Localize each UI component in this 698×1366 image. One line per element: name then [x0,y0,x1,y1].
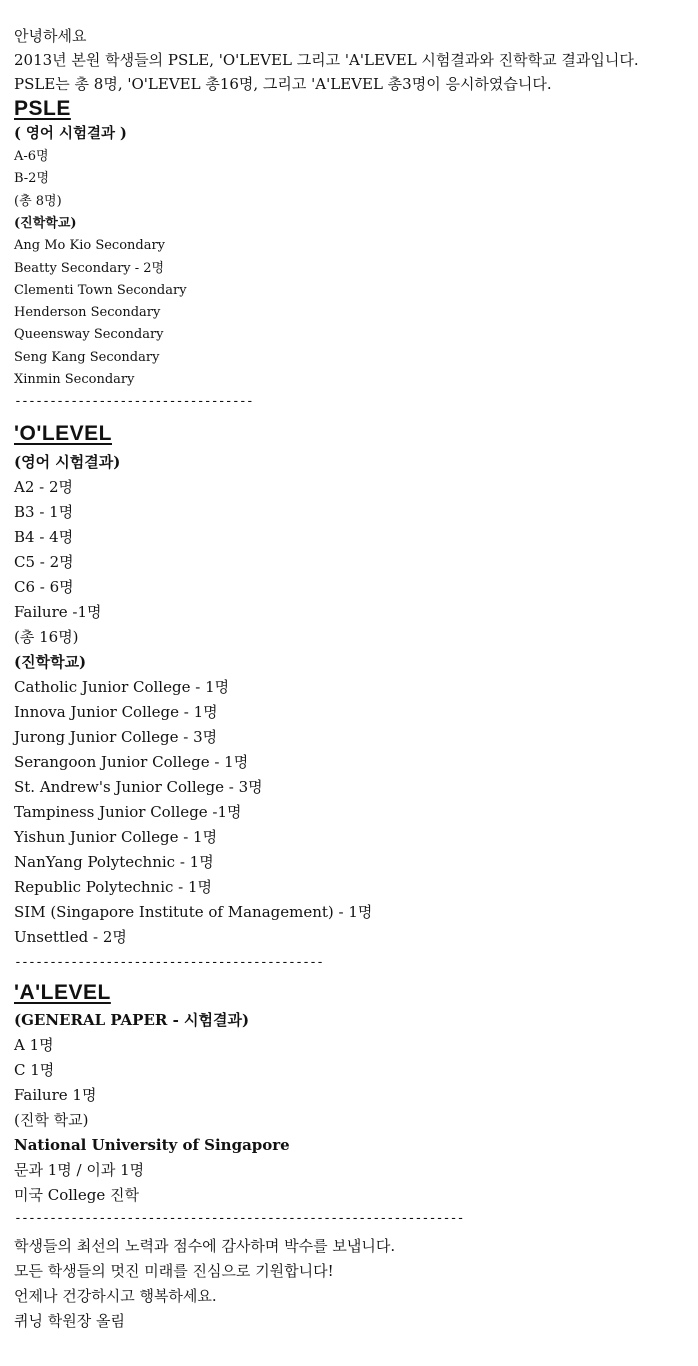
psle-school-item: Queensway Secondary [14,327,164,343]
section-divider: ---------------------------------------------------------------- [14,1211,464,1226]
section-divider: -------------------------------------------- [14,955,324,970]
psle-school-item: Henderson Secondary [14,305,161,320]
alevel-grade-row: C 1명 [14,1061,55,1079]
closing-line-2: 모든 학생들의 멋진 미래를 진심으로 기원합니다! [14,1262,334,1280]
closing-line-3: 언제나 건강하시고 행복하세요. [14,1287,217,1305]
psle-results-label: ( 영어 시험결과 ) [14,125,127,142]
intro-line-2: PSLE는 총 8명, 'O'LEVEL 총16명, 그리고 'A'LEVEL 총3명이 응시하였습니다. [14,75,552,93]
psle-total: (총 8명) [14,193,62,209]
alevel-university-detail: 문과 1명 / 이과 1명 [14,1161,145,1179]
alevel-us-college: 미국 College 진학 [14,1186,139,1204]
olevel-total: (총 16명) [14,628,79,646]
alevel-section [14,978,694,1230]
olevel-grade-row: Failure -1명 [14,603,102,621]
intro-section [14,24,694,96]
psle-school-item: Ang Mo Kio Secondary [14,238,166,254]
intro-line-1: 2013년 본원 학생들의 PSLE, 'O'LEVEL 그리고 'A'LEVEL 시험결과와 진학학교 결과입니다. [14,51,639,69]
olevel-school-item: Jurong Junior College - 3명 [14,728,218,746]
olevel-school-item: Catholic Junior College - 1명 [14,678,230,696]
signature: 퀴닝 학원장 올림 [14,1312,125,1330]
olevel-school-item: Serangoon Junior College - 1명 [14,753,249,771]
olevel-school-item: Tampiness Junior College -1명 [14,803,242,821]
psle-grade-row: A-6명 [14,149,49,164]
alevel-grade-row: A 1명 [14,1036,54,1054]
alevel-schools-label: (진학 학교) [14,1111,89,1129]
psle-grade-row: B-2명 [14,171,50,187]
olevel-section [14,418,694,974]
olevel-schools-label: (진학학교) [14,653,87,671]
alevel-heading: 'A'LEVEL [14,981,111,1004]
alevel-results-label: (GENERAL PAPER - 시험결과) [14,1011,250,1029]
olevel-grade-row: C6 - 6명 [14,578,74,596]
psle-section [14,96,694,413]
announcement-document [14,24,694,1334]
alevel-university: National University of Singapore [14,1136,290,1154]
closing-line-1: 학생들의 최선의 노력과 점수에 감사하며 박수를 보냅니다. [14,1237,396,1255]
alevel-grade-row: Failure 1명 [14,1086,97,1104]
olevel-grade-row: C5 - 2명 [14,553,74,571]
psle-school-item: Seng Kang Secondary [14,349,160,365]
psle-school-item: Clementi Town Secondary [14,282,187,298]
olevel-school-item: Unsettled - 2명 [14,928,127,946]
olevel-school-item: Yishun Junior College - 1명 [14,828,218,846]
olevel-heading: 'O'LEVEL [14,422,112,445]
greeting-text: 안녕하세요 [14,27,87,45]
olevel-grade-row: A2 - 2명 [14,478,74,496]
olevel-school-item: NanYang Polytechnic - 1명 [14,853,214,871]
olevel-school-item: St. Andrew's Junior College - 3명 [14,778,263,796]
psle-heading: PSLE [14,97,71,120]
olevel-school-item: Republic Polytechnic - 1명 [14,878,213,896]
section-divider: ---------------------------------- [14,394,253,409]
psle-school-item: Xinmin Secondary [14,371,135,387]
olevel-results-label: (영어 시험결과) [14,453,121,471]
psle-school-item: Beatty Secondary - 2명 [14,260,165,276]
olevel-school-item: Innova Junior College - 1명 [14,703,218,721]
olevel-grade-row: B4 - 4명 [14,528,74,546]
psle-schools-label: (진학학교) [14,215,77,231]
olevel-grade-row: B3 - 1명 [14,503,74,521]
closing-section [14,1234,694,1334]
olevel-school-item: SIM (Singapore Institute of Management) - 1명 [14,903,373,921]
